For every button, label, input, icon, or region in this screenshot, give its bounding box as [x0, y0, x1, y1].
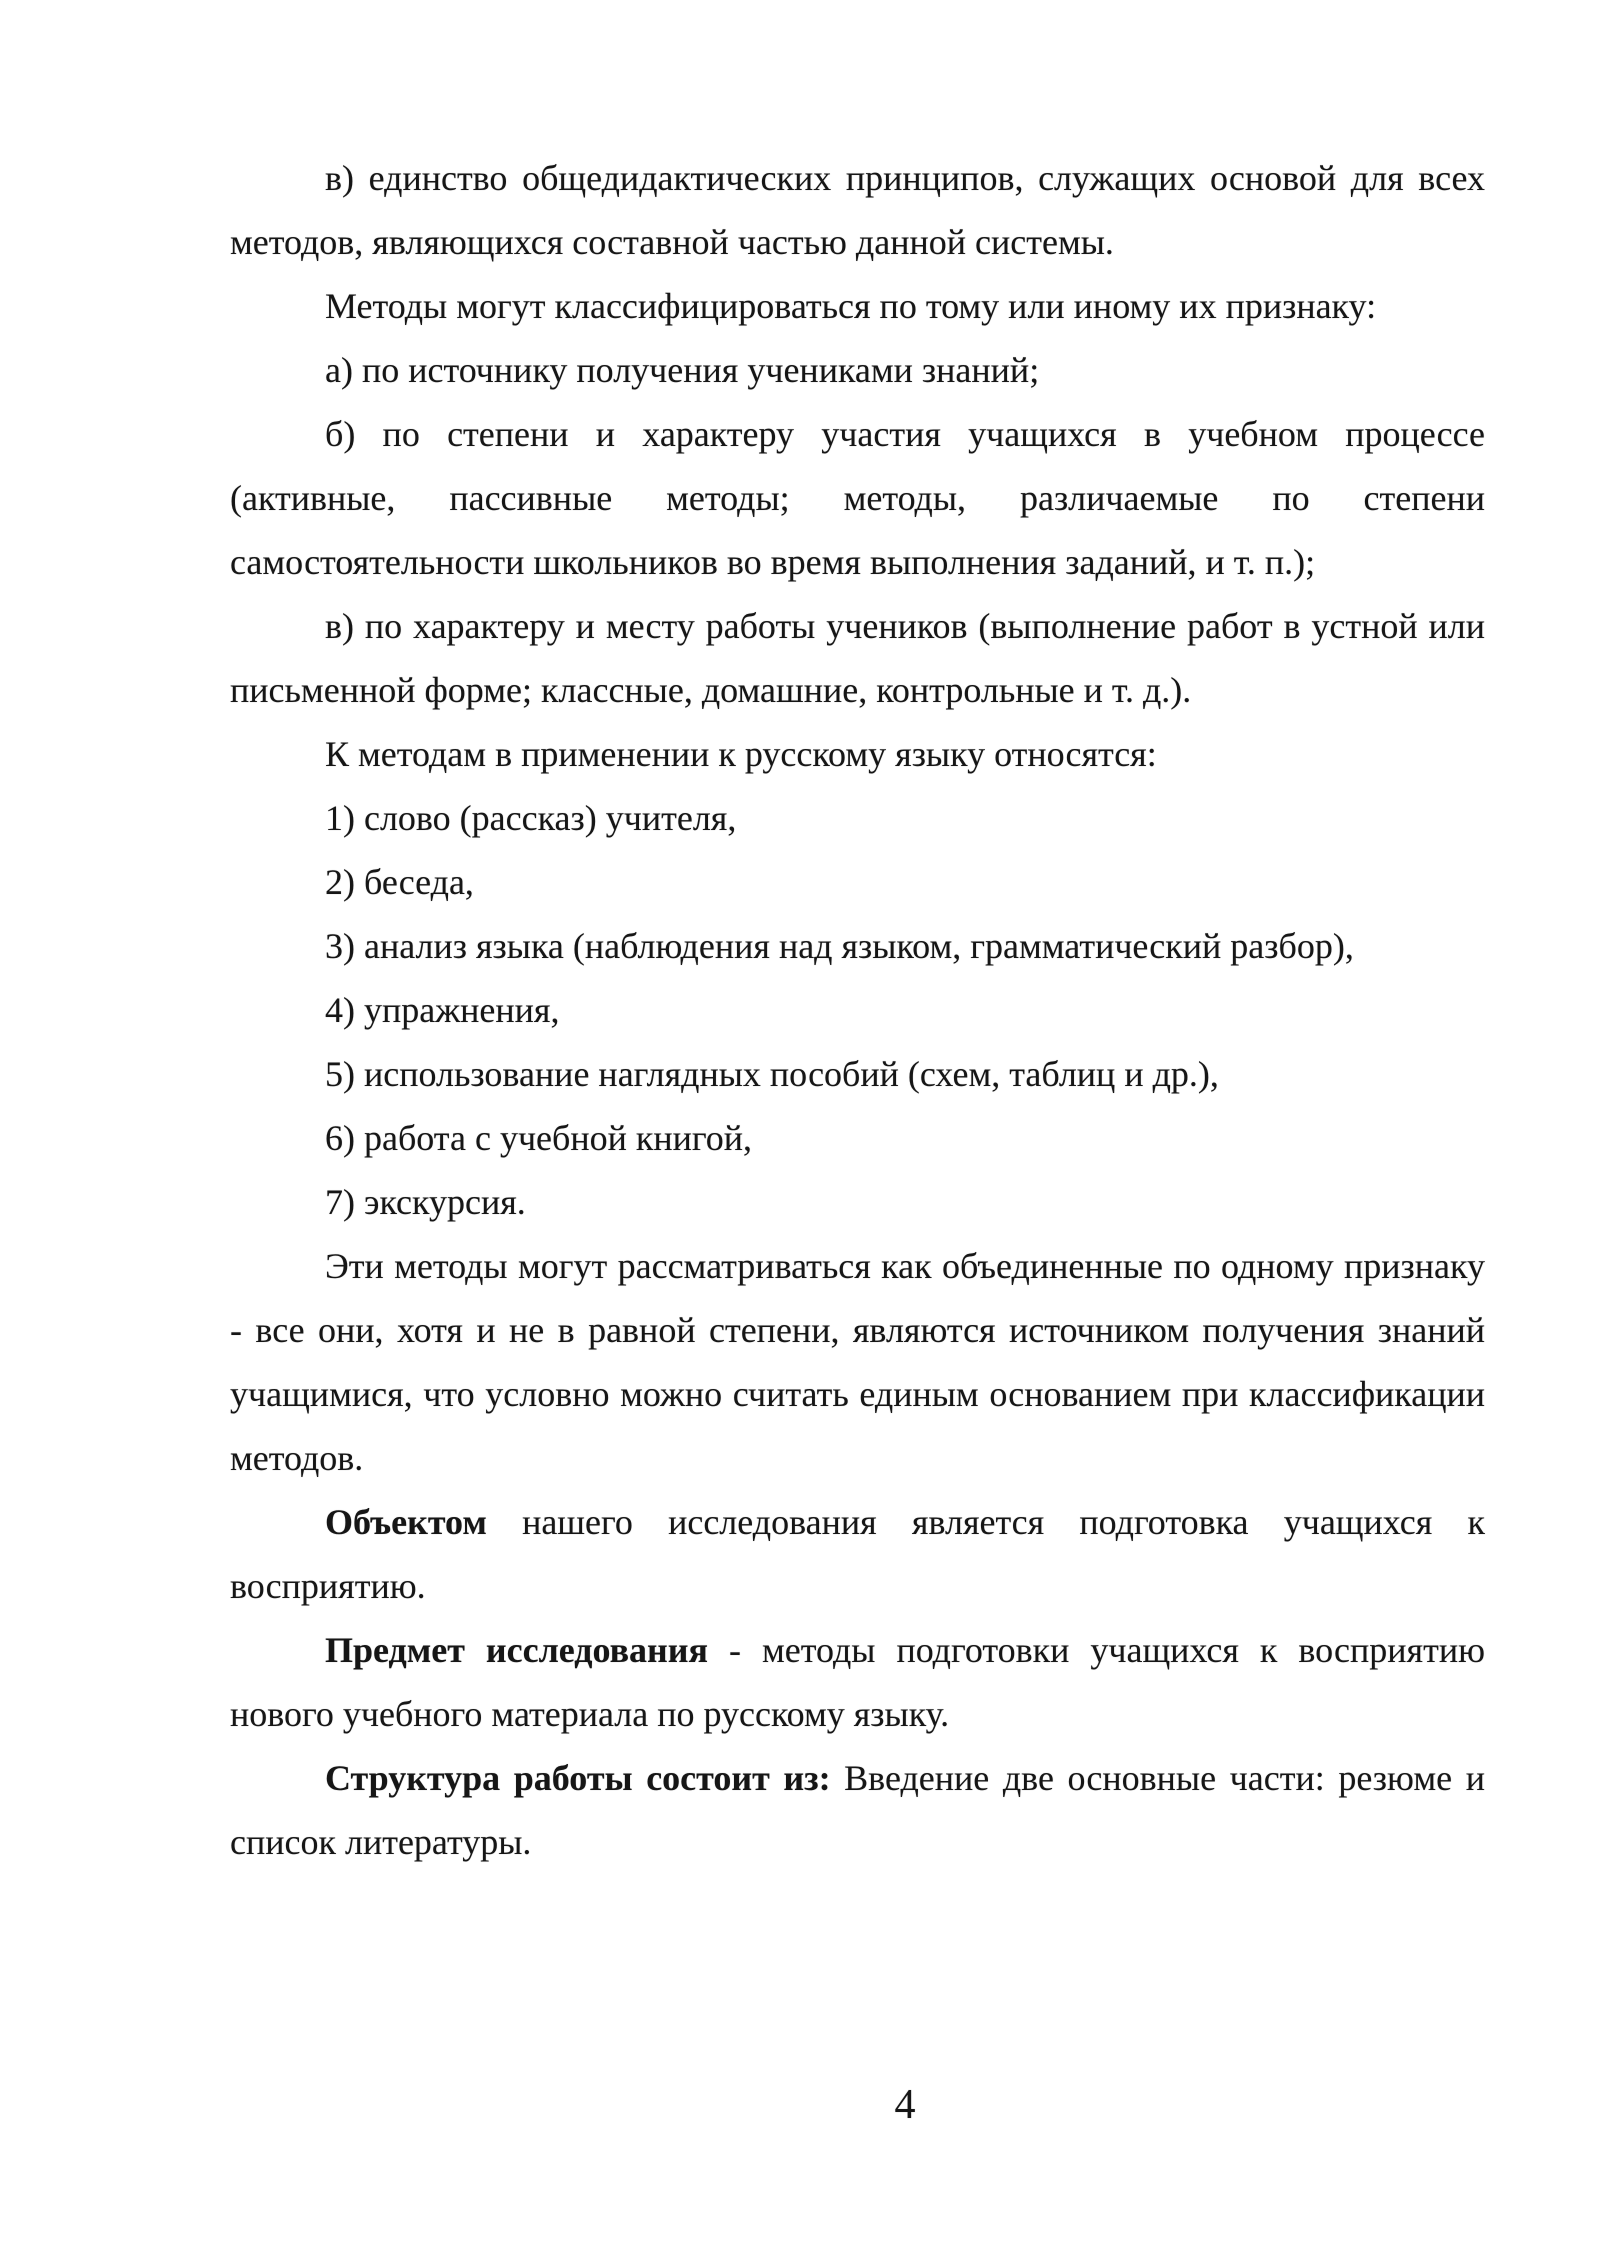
- paragraph: 6) работа с учебной книгой,: [325, 1118, 753, 1158]
- paragraph: Предмет исследования - методы подготовки учащихся к восприятию нового учебного материала по русскому языку.: [230, 1630, 1486, 1734]
- paragraph: Структура работы состоит из: Введение две основные части: резюме и список литературы.: [230, 1758, 1485, 1862]
- paragraph: Эти методы могут рассматриваться как объединенные по одному признаку - все они, хотя и не в равной степени, являются источником получения знаний учащимися, что условно можно считать единым основанием при классификации методов.: [230, 1246, 1485, 1478]
- paragraph: а) по источнику получения учениками знаний;: [325, 350, 1040, 390]
- paragraph-bold-lead: Структура работы состоит из:: [325, 1758, 831, 1798]
- paragraph: в) по характеру и месту работы учеников (выполнение работ в устной или письменной форме; классные, домашние, контрольные и т. д.).: [230, 606, 1485, 710]
- paragraph: 3) анализ языка (наблюдения над языком, грамматический разбор),: [325, 926, 1354, 966]
- page-number-value: 4: [894, 2082, 916, 2128]
- paragraph-bold-lead: Предмет исследования: [325, 1630, 709, 1670]
- paragraph: б) по степени и характеру участия учащихся в учебном процессе (активные, пассивные методы; методы, различаемые по степени самостоятельности школьников во время выполнения заданий, и т. п.);: [230, 414, 1485, 582]
- paragraph: 2) беседа,: [325, 862, 474, 902]
- paragraph: 7) экскурсия.: [325, 1182, 526, 1222]
- paragraph: 1) слово (рассказ) учителя,: [325, 798, 737, 838]
- paragraph: К методам в применении к русскому языку относятся:: [325, 734, 1157, 774]
- paragraph: Объектом нашего исследования является подготовка учащихся к восприятию.: [230, 1502, 1485, 1606]
- paragraph: Методы могут классифицироваться по тому или иному их признаку:: [325, 286, 1377, 326]
- paragraph: в) единство общедидактических принципов, служащих основой для всех методов, являющихся составной частью данной системы.: [230, 158, 1485, 262]
- document-body: [230, 146, 1485, 1874]
- page-number: [0, 2073, 1600, 2137]
- paragraph: 4) упражнения,: [325, 990, 560, 1030]
- paragraph: 5) использование наглядных пособий (схем, таблиц и др.),: [325, 1054, 1219, 1094]
- paragraph-bold-lead: Объектом: [325, 1502, 487, 1542]
